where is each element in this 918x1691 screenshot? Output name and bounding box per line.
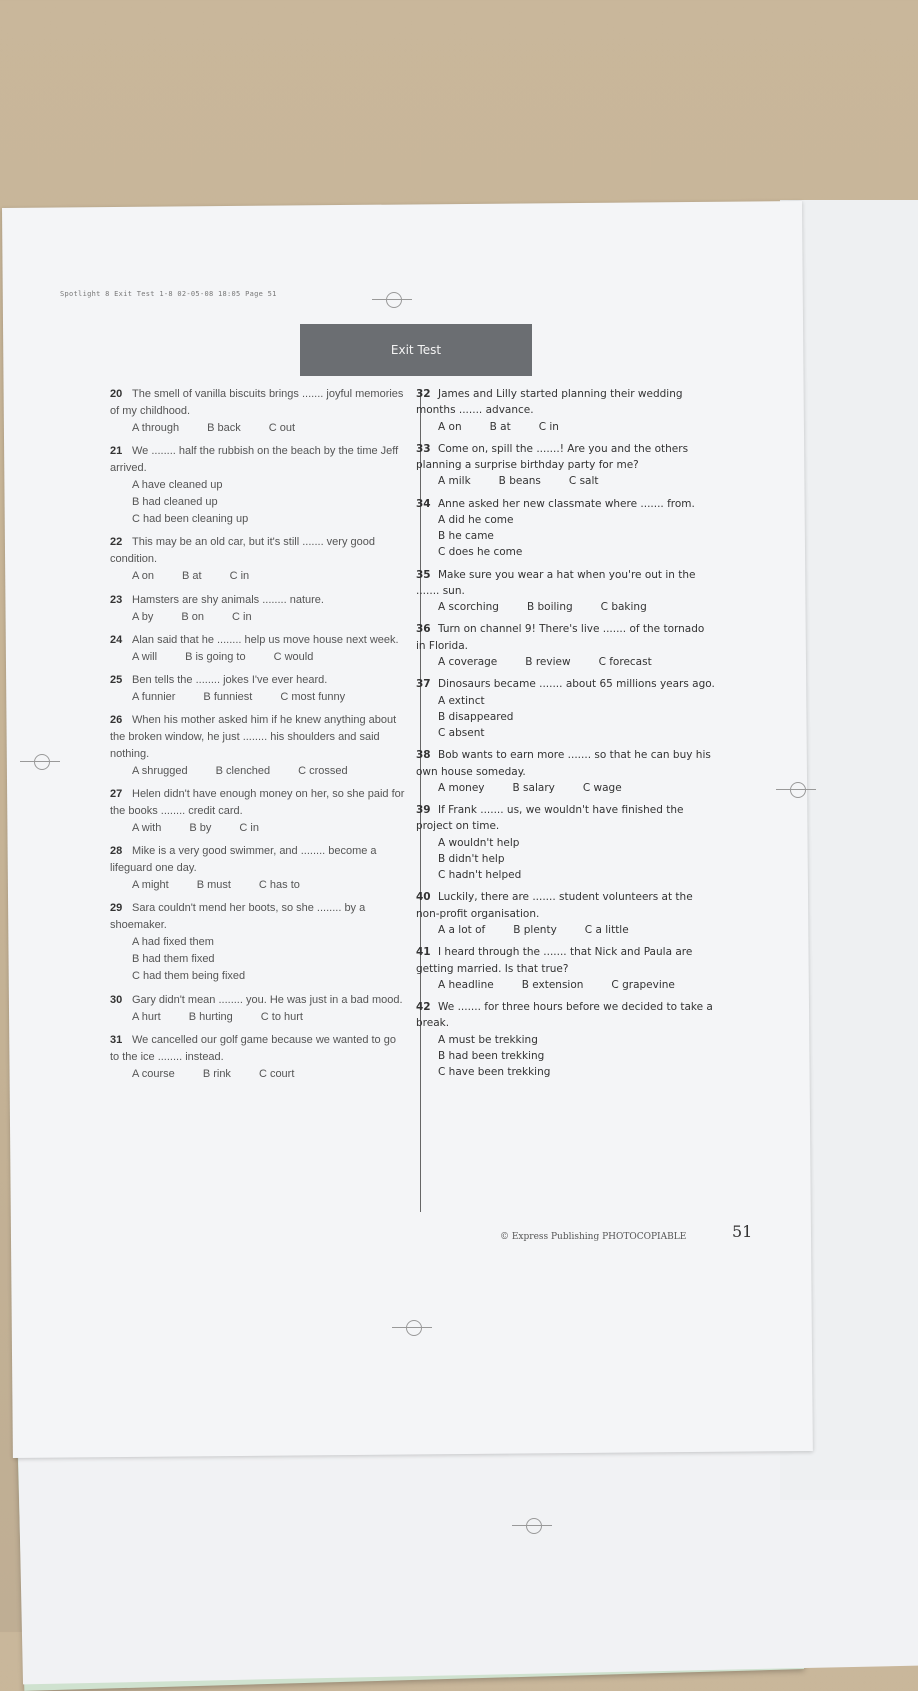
answer-option: B didn't help — [438, 852, 505, 865]
question-item — [110, 900, 406, 985]
answer-option: C baking — [600, 601, 647, 614]
question-number: 28 — [110, 845, 123, 858]
answer-option: C absent — [438, 727, 485, 740]
answer-option: B had them fixed — [132, 953, 215, 966]
question-number: 23 — [110, 593, 123, 606]
answer-option: C in — [232, 610, 252, 623]
answer-option: C have been trekking — [438, 1066, 551, 1079]
question-item — [416, 999, 716, 1080]
answer-option: A headline — [438, 978, 494, 991]
question-item — [416, 802, 716, 883]
question-item — [110, 712, 406, 780]
answer-option: A must be trekking — [438, 1033, 538, 1046]
question-stem: Ben tells the ........ jokes I've ever heard. — [132, 673, 328, 686]
question-number: 33 — [416, 442, 431, 455]
answer-option: B review — [525, 655, 571, 668]
question-item — [110, 592, 406, 626]
question-number: 29 — [110, 902, 123, 915]
page-title: Exit Test — [300, 324, 532, 376]
question-item — [416, 496, 716, 561]
question-stem: Sara couldn't mend her boots, so she ........ by a shoemaker. — [110, 902, 366, 932]
question-stem: Anne asked her new classmate where ....... from. — [438, 497, 695, 510]
answer-option: C had been cleaning up — [132, 513, 249, 526]
answer-option: A scorching — [438, 601, 499, 614]
answer-option: C most funny — [280, 690, 346, 703]
answer-option: B at — [489, 420, 511, 433]
question-item — [416, 944, 716, 993]
answer-option: A shrugged — [132, 764, 188, 777]
answer-options — [416, 693, 716, 742]
answer-option: B salary — [512, 781, 555, 794]
question-item — [416, 386, 716, 435]
answer-options — [110, 689, 406, 706]
answer-options — [416, 1032, 716, 1081]
question-item — [416, 441, 716, 490]
question-item — [110, 843, 406, 894]
answer-option: A a lot of — [438, 923, 486, 936]
crop-mark-icon — [776, 780, 816, 800]
answer-option: A wouldn't help — [438, 836, 520, 849]
answer-option: A had fixed them — [132, 936, 214, 949]
answer-option: B funniest — [203, 690, 253, 703]
question-stem: Mike is a very good swimmer, and ........ become a lifeguard one day. — [110, 845, 377, 875]
answer-option: A hurt — [132, 1010, 161, 1023]
answer-options — [416, 419, 716, 435]
crop-mark-icon — [372, 290, 412, 310]
question-stem: Gary didn't mean ........ you. He was just in a bad mood. — [132, 993, 403, 1006]
question-item — [110, 386, 406, 437]
answer-option: C forecast — [598, 655, 652, 668]
question-number: 40 — [416, 891, 431, 904]
question-number: 22 — [110, 536, 123, 549]
answer-option: B hurting — [188, 1010, 233, 1023]
answer-option: B disappeared — [438, 710, 514, 723]
answer-option: C does he come — [438, 546, 523, 559]
right-question-column — [416, 386, 716, 1086]
answer-option: B had cleaned up — [132, 496, 218, 509]
answer-options — [110, 649, 406, 666]
answer-option: B extension — [521, 978, 584, 991]
answer-option: A extinct — [438, 694, 485, 707]
question-item — [416, 621, 716, 670]
left-question-column — [110, 386, 406, 1089]
question-number: 36 — [416, 623, 431, 636]
question-number: 39 — [416, 804, 431, 817]
answer-option: B on — [181, 610, 205, 623]
question-item — [110, 786, 406, 837]
answer-option: B beans — [498, 475, 541, 488]
page-number: 51 — [732, 1222, 753, 1241]
question-number: 32 — [416, 388, 431, 400]
question-number: 20 — [110, 388, 123, 400]
answer-options — [416, 780, 716, 796]
answer-option: A might — [132, 879, 169, 892]
question-item — [416, 889, 716, 938]
answer-option: B he came — [438, 530, 494, 543]
question-item — [416, 567, 716, 616]
answer-option: C had them being fixed — [132, 970, 246, 983]
question-number: 27 — [110, 787, 123, 800]
question-number: 24 — [110, 633, 123, 646]
question-stem: Helen didn't have enough money on her, so she paid for the books ........ credit card. — [110, 787, 405, 818]
answer-option: C in — [229, 570, 250, 583]
copyright-footer: © Express Publishing PHOTOCOPIABLE — [500, 1232, 687, 1242]
question-stem: We cancelled our golf game because we wanted to go to the ice ........ instead. — [110, 1033, 396, 1063]
crop-mark-icon — [392, 1318, 432, 1338]
answer-option: C in — [239, 822, 259, 835]
answer-option: C a little — [584, 923, 629, 936]
question-number: 38 — [416, 749, 431, 762]
answer-option: C salt — [568, 475, 599, 488]
answer-options — [110, 477, 406, 528]
question-stem: Luckily, there are ....... student volunteers at the non-profit organisation. — [416, 891, 693, 920]
question-number: 42 — [416, 1001, 431, 1014]
answer-option: B boiling — [526, 601, 573, 614]
question-stem: Come on, spill the .......! Are you and the others planning a surprise birthday party for me? — [416, 442, 689, 472]
question-number: 37 — [416, 678, 431, 691]
question-number: 35 — [416, 568, 431, 581]
question-stem: Turn on channel 9! There's live ....... of the tornado in Florida. — [416, 623, 705, 652]
question-number: 26 — [110, 713, 123, 726]
answer-options — [110, 1066, 406, 1083]
answer-option: C crossed — [298, 764, 348, 777]
question-stem: When his mother asked him if he knew anything about the broken window, he just ........ his shoulders and said nothing. — [110, 713, 397, 760]
print-header: Spotlight 8 Exit Test 1-8 02-05-08 18:05 Page 51 — [60, 290, 277, 298]
answer-option: C out — [268, 422, 296, 435]
answer-option: B had been trekking — [438, 1049, 545, 1062]
question-item — [416, 747, 716, 796]
answer-option: B must — [196, 879, 231, 892]
answer-options — [110, 934, 406, 985]
question-item — [110, 1032, 406, 1083]
answer-options — [416, 922, 716, 938]
question-number: 31 — [110, 1033, 123, 1046]
crop-mark-icon — [512, 1516, 552, 1536]
question-item — [110, 632, 406, 666]
answer-option: A will — [132, 650, 158, 663]
answer-options — [416, 835, 716, 884]
answer-options — [110, 877, 406, 894]
answer-option: A money — [438, 781, 485, 794]
answer-option: C court — [258, 1067, 295, 1080]
answer-option: A have cleaned up — [132, 479, 223, 492]
answer-options — [110, 1009, 406, 1026]
answer-option: C has to — [258, 879, 300, 892]
answer-options — [416, 473, 716, 489]
question-item — [110, 534, 406, 585]
question-stem: We ........ half the rubbish on the beach by the time Jeff arrived. — [110, 445, 399, 475]
answer-options — [110, 763, 406, 780]
question-item — [110, 672, 406, 706]
answer-option: A milk — [438, 475, 471, 488]
answer-options — [110, 609, 406, 626]
answer-option: C grapevine — [611, 978, 675, 991]
answer-option: A on — [132, 570, 155, 583]
question-stem: We ....... for three hours before we decided to take a break. — [416, 1001, 713, 1030]
answer-option: A course — [132, 1067, 175, 1080]
question-number: 41 — [416, 946, 431, 959]
answer-option: C hadn't helped — [438, 869, 522, 882]
answer-option: B is going to — [185, 650, 246, 663]
answer-option: A by — [132, 610, 154, 623]
answer-options — [416, 599, 716, 615]
question-stem: If Frank ....... us, we wouldn't have finished the project on time. — [416, 804, 684, 833]
question-stem: Bob wants to earn more ....... so that he can buy his own house someday. — [416, 749, 711, 778]
answer-option: C to hurt — [260, 1010, 303, 1023]
answer-option: B clenched — [215, 764, 271, 777]
question-number: 30 — [110, 993, 123, 1006]
question-number: 34 — [416, 497, 431, 510]
answer-option: B back — [207, 422, 241, 435]
question-stem: The smell of vanilla biscuits brings ....... joyful memories of my childhood. — [110, 388, 404, 418]
question-stem: I heard through the ....... that Nick and Paula are getting married. Is that true? — [416, 946, 693, 975]
question-item — [416, 676, 716, 741]
answer-options — [110, 420, 406, 437]
answer-options — [416, 512, 716, 561]
answer-option: A coverage — [438, 655, 498, 668]
question-stem: James and Lilly started planning their wedding months ....... advance. — [416, 388, 683, 417]
answer-option: A on — [438, 420, 462, 433]
crop-mark-icon — [20, 752, 60, 772]
answer-options — [110, 820, 406, 837]
answer-options — [416, 654, 716, 670]
question-number: 25 — [110, 673, 123, 686]
question-item — [110, 443, 406, 528]
answer-option: C in — [538, 420, 559, 433]
question-stem: This may be an old car, but it's still ....... very good condition. — [110, 536, 375, 566]
question-number: 21 — [110, 445, 123, 458]
answer-option: B at — [182, 570, 202, 583]
question-item — [110, 992, 406, 1026]
answer-option: B by — [189, 822, 212, 835]
answer-option: A with — [132, 822, 162, 835]
answer-option: B plenty — [513, 923, 557, 936]
answer-option: A through — [132, 422, 180, 435]
answer-option: C would — [273, 650, 314, 663]
answer-options — [416, 977, 716, 993]
answer-option: A funnier — [132, 690, 176, 703]
answer-option: C wage — [582, 781, 622, 794]
answer-option: A did he come — [438, 513, 514, 526]
question-stem: Hamsters are shy animals ........ nature. — [132, 593, 324, 606]
question-stem: Make sure you wear a hat when you're out in the ....... sun. — [416, 568, 696, 597]
answer-options — [110, 568, 406, 585]
question-stem: Dinosaurs became ....... about 65 millions years ago. — [438, 678, 715, 691]
question-stem: Alan said that he ........ help us move house next week. — [132, 633, 399, 646]
answer-option: B rink — [202, 1067, 231, 1080]
